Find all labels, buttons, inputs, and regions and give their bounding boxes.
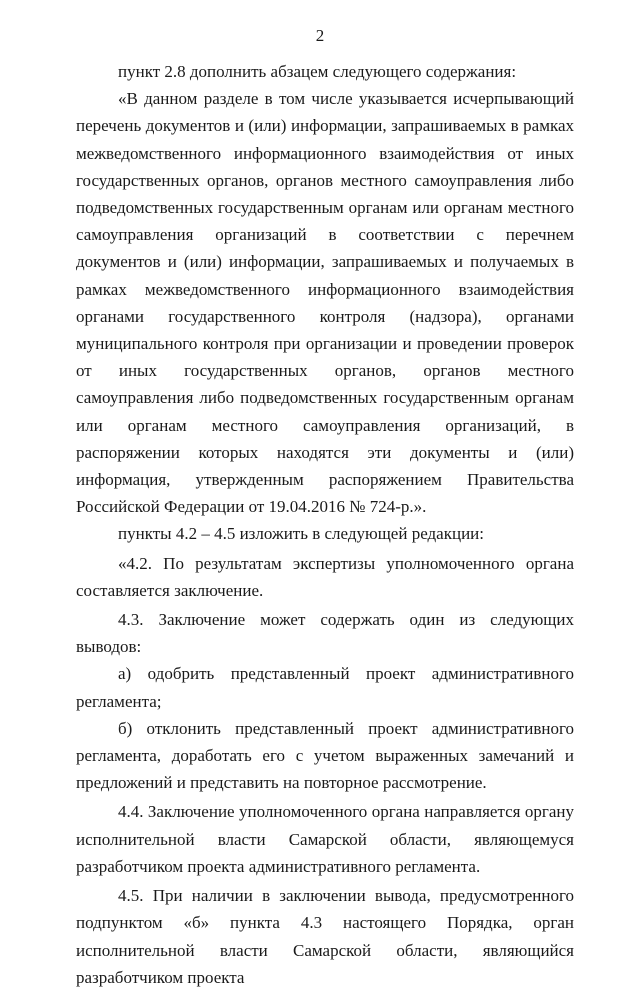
document-body [76,58,574,991]
paragraph-amend-2-8: пункт 2.8 дополнить абзацем следующего содержания: [118,62,517,81]
paragraph-amend-4-2-4-5: пункты 4.2 – 4.5 изложить в следующей редакции: [118,524,484,544]
paragraph-quote-section: «В данном разделе в том числе указывается исчерпывающий перечень документов и (или) информации, запрашиваемых в рамках межведомственного информационного взаимодействия от иных государственных органов, органов местного самоуправления либо подведомственных государственным органам или органам местного самоуправления организаций в соответствии с перечнем документов и (или) информации, запрашиваемых и получаемых в рамках межведомственного информационного взаимодействия органами государственного контроля (надзора), органами муниципального контроля при организации и проведении проверок от иных государственных органов, органов местного самоуправления либо подведомственных государственным органам или органам местного самоуправления организаций, в распоряжении которых находятся эти документы и (или) информация, утвержденным распоряжением Правительства Российской Федерации от 19.04.2016 № 724-р.». [76,89,574,517]
paragraph-4-5: 4.5. При наличии в заключении вывода, предусмотренного подпунктом «б» пункта 4.3 настоящего Порядка, орган исполнительной власти Самарской области, являющийся разработчиком проекта [76,886,574,987]
paragraph-4-3-a: а) одобрить представленный проект административного регламента; [76,664,574,711]
paragraph-4-3-b: б) отклонить представленный проект административного регламента, доработать его с учетом выраженных замечаний и предложений и представить на повторное рассмотрение. [76,718,574,793]
paragraph-4-4: 4.4. Заключение уполномоченного органа направляется органу исполнительной власти Самарской области, являющемуся разработчиком проекта административного регламента. [76,802,574,876]
paragraph-4-2: «4.2. По результатам экспертизы уполномоченного органа составляется заключение. [76,553,574,600]
paragraph-4-3: 4.3. Заключение может содержать один из следующих выводов: [76,610,574,657]
page-number: 2 [315,26,325,45]
